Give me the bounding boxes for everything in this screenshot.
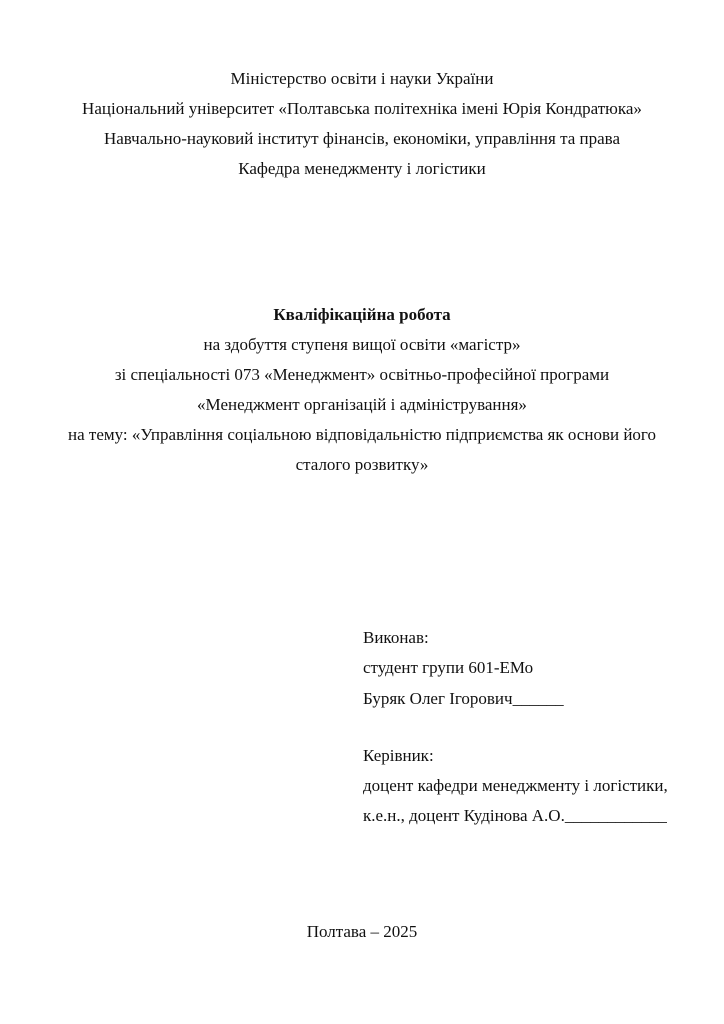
- city-year: Полтава – 2025: [306, 922, 418, 941]
- supervisor-label: Керівник:: [363, 746, 434, 765]
- department-name: Кафедра менеджменту і логістики: [238, 159, 486, 178]
- author-name: Буряк Олег Ігорович______: [363, 689, 564, 708]
- supervisor-name: к.е.н., доцент Кудінова А.О.____________: [363, 806, 667, 825]
- topic-line-continued: сталого розвитку»: [295, 455, 429, 474]
- university-name: Національний університет «Полтавська політехніка імені Юрія Кондратюка»: [82, 99, 642, 118]
- ministry-name: Міністерство освіти і науки України: [230, 69, 494, 88]
- degree-line: на здобуття ступеня вищої освіти «магістр»: [203, 335, 521, 354]
- supervisor-position: доцент кафедри менеджменту і логістики,: [363, 776, 668, 795]
- institute-name: Навчально-науковий інститут фінансів, економіки, управління та права: [103, 129, 621, 148]
- document-title: Кваліфікаційна робота: [273, 305, 451, 324]
- specialty-line: зі спеціальності 073 «Менеджмент» освітньо-професійної програми: [114, 365, 610, 384]
- program-line: «Менеджмент організацій і адміністрування»: [197, 395, 527, 414]
- author-label: Виконав:: [363, 628, 429, 647]
- author-group: студент групи 601-ЕМо: [363, 658, 534, 677]
- topic-line: на тему: «Управління соціальною відповідальністю підприємства як основи його: [68, 425, 656, 444]
